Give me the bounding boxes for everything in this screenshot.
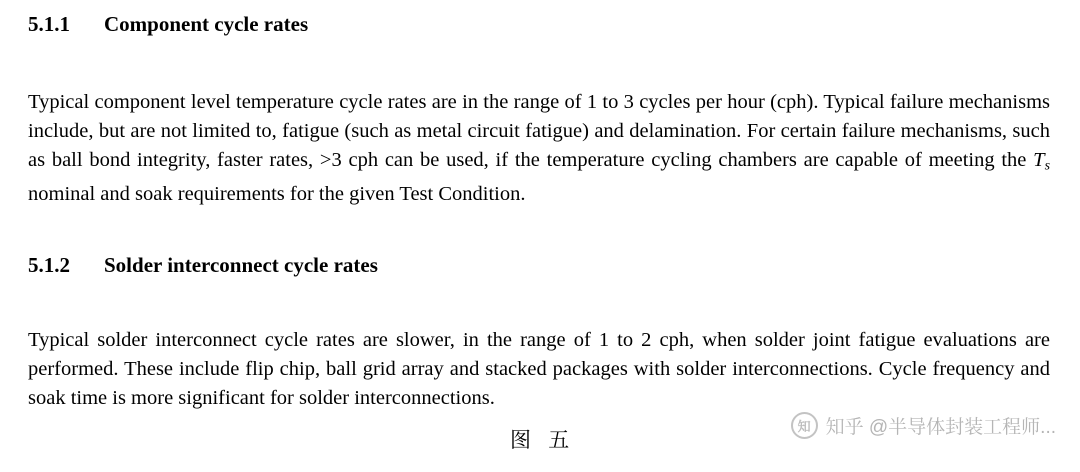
zhihu-logo-icon: 知 [791, 412, 818, 439]
paragraph-5-1-2: Typical solder interconnect cycle rates are slower, in the range of 1 to 2 cph, when solder joint fatigue evaluations are performed. These include flip chip, ball grid array and stacked packages with solder interconnections. Cycle frequency and soak time is more significant for solder interconnections. [28, 329, 1050, 410]
symbol-subscript: s [1044, 158, 1050, 174]
section-number: 5.1.1 [28, 12, 70, 36]
figure-caption: 图 五 [510, 428, 576, 452]
temperature-symbol [1033, 149, 1050, 174]
watermark [791, 412, 1056, 439]
section-title: Component cycle rates [104, 12, 309, 36]
paragraph-text-before-symbol: Typical component level temperature cycle rates are in the range of 1 to 3 cycles per hour (cph). Typical failure mechanisms include, but are not limited to, fatigue (such as metal circuit fatigue) and delamination. For certain failure mechanisms, such as ball bond integrity, faster rates, >3 cph can be used, if the temperature cycling chambers are capable of meeting the [28, 91, 1050, 171]
watermark-text: 知乎 @半导体封装工程师... [825, 417, 1056, 438]
paragraph-text-after-symbol: nominal and soak requirements for the given Test Condition. [28, 183, 526, 206]
section-number: 5.1.2 [28, 253, 70, 278]
symbol-letter: T [1033, 149, 1045, 171]
section-heading-5-1-1 [28, 10, 1050, 38]
section-heading-5-1-2 [28, 251, 1050, 279]
paragraph-5-1-1 [28, 88, 1050, 209]
section-title: Solder interconnect cycle rates [104, 253, 378, 278]
